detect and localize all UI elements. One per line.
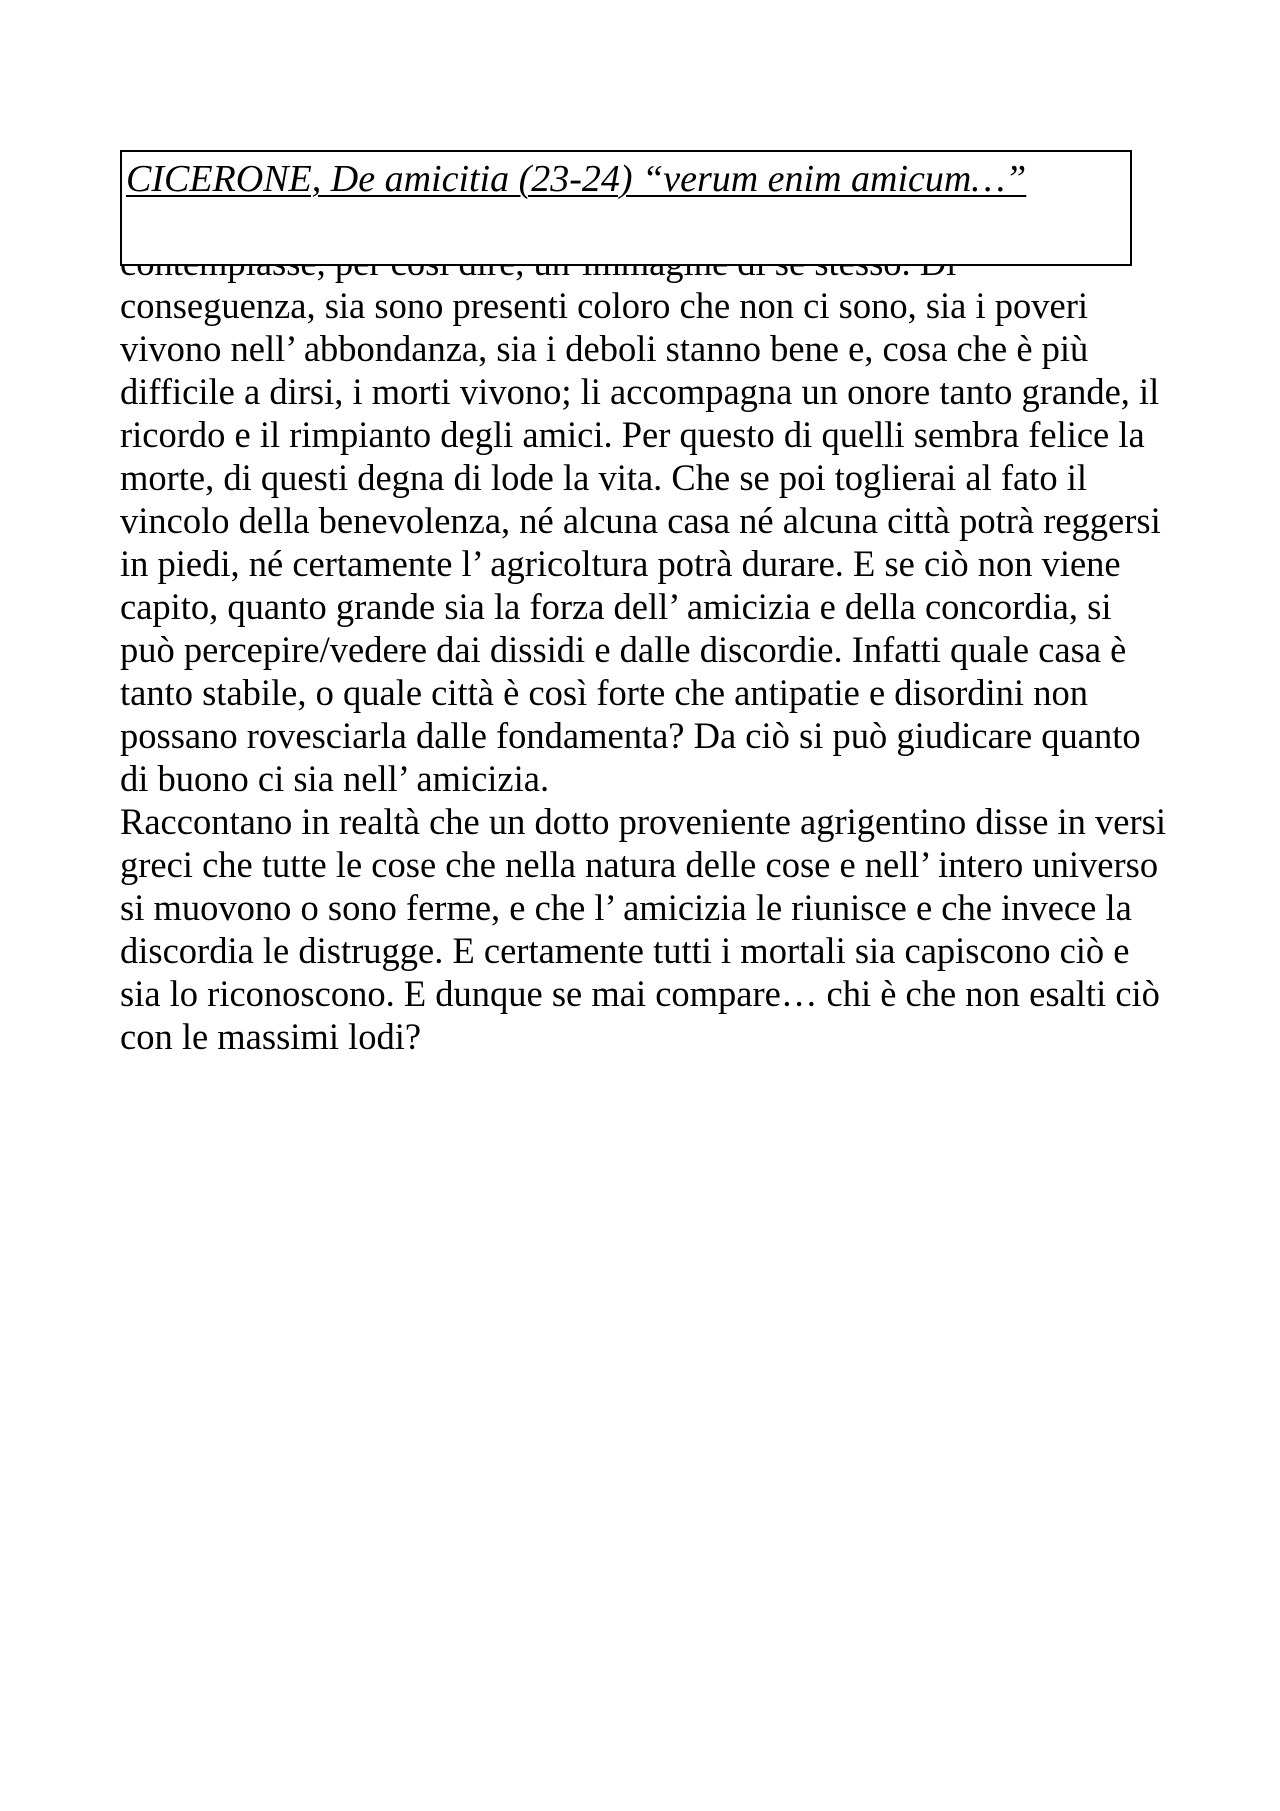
title-box bbox=[120, 150, 1132, 266]
paragraph-1: conseguenza, sia sono presenti coloro che non ci sono, sia i poveri vivono nell’ abbondanza, sia i deboli stanno bene e, cosa che è più difficile a dirsi, i morti vivono; li accompagna un onore tanto grande, il ricordo e il rimpianto degli amici. Per questo di quelli sembra felice la morte, di questi degna di lode la vita. Che se poi toglierai al fato il vincolo della benevolenza, né alcuna casa né alcuna città potrà reggersi in piedi, né certamente l’ agricoltura potrà durare. E se ciò non viene capito, quanto grande sia la forza dell’ amicizia e della concordia, si può percepire/vedere dai dissidi e dalle discordie. Infatti quale casa è tanto stabile, o quale città è così forte che antipatie e disordini non possano rovesciarla dalle fondamenta? Da ciò si può giudicare quanto di buono ci sia nell’ amicizia. bbox=[120, 285, 1161, 799]
body-text bbox=[120, 241, 1170, 1058]
paragraph-2: Raccontano in realtà che un dotto proveniente agrigentino disse in versi greci che tutte le cose che nella natura delle cose e nell’ intero universo si muovono o sono ferme, e che l’ amicizia le riunisce e che invece la discordia le distrugge. E certamente tutti i mortali sia capiscono ciò e sia lo riconoscono. E dunque se mai compare… chi è che non esalti ciò con le massimi lodi? bbox=[120, 801, 1167, 1057]
document-title: CICERONE, De amicitia (23-24) “verum enim amicum…” bbox=[126, 158, 1027, 200]
